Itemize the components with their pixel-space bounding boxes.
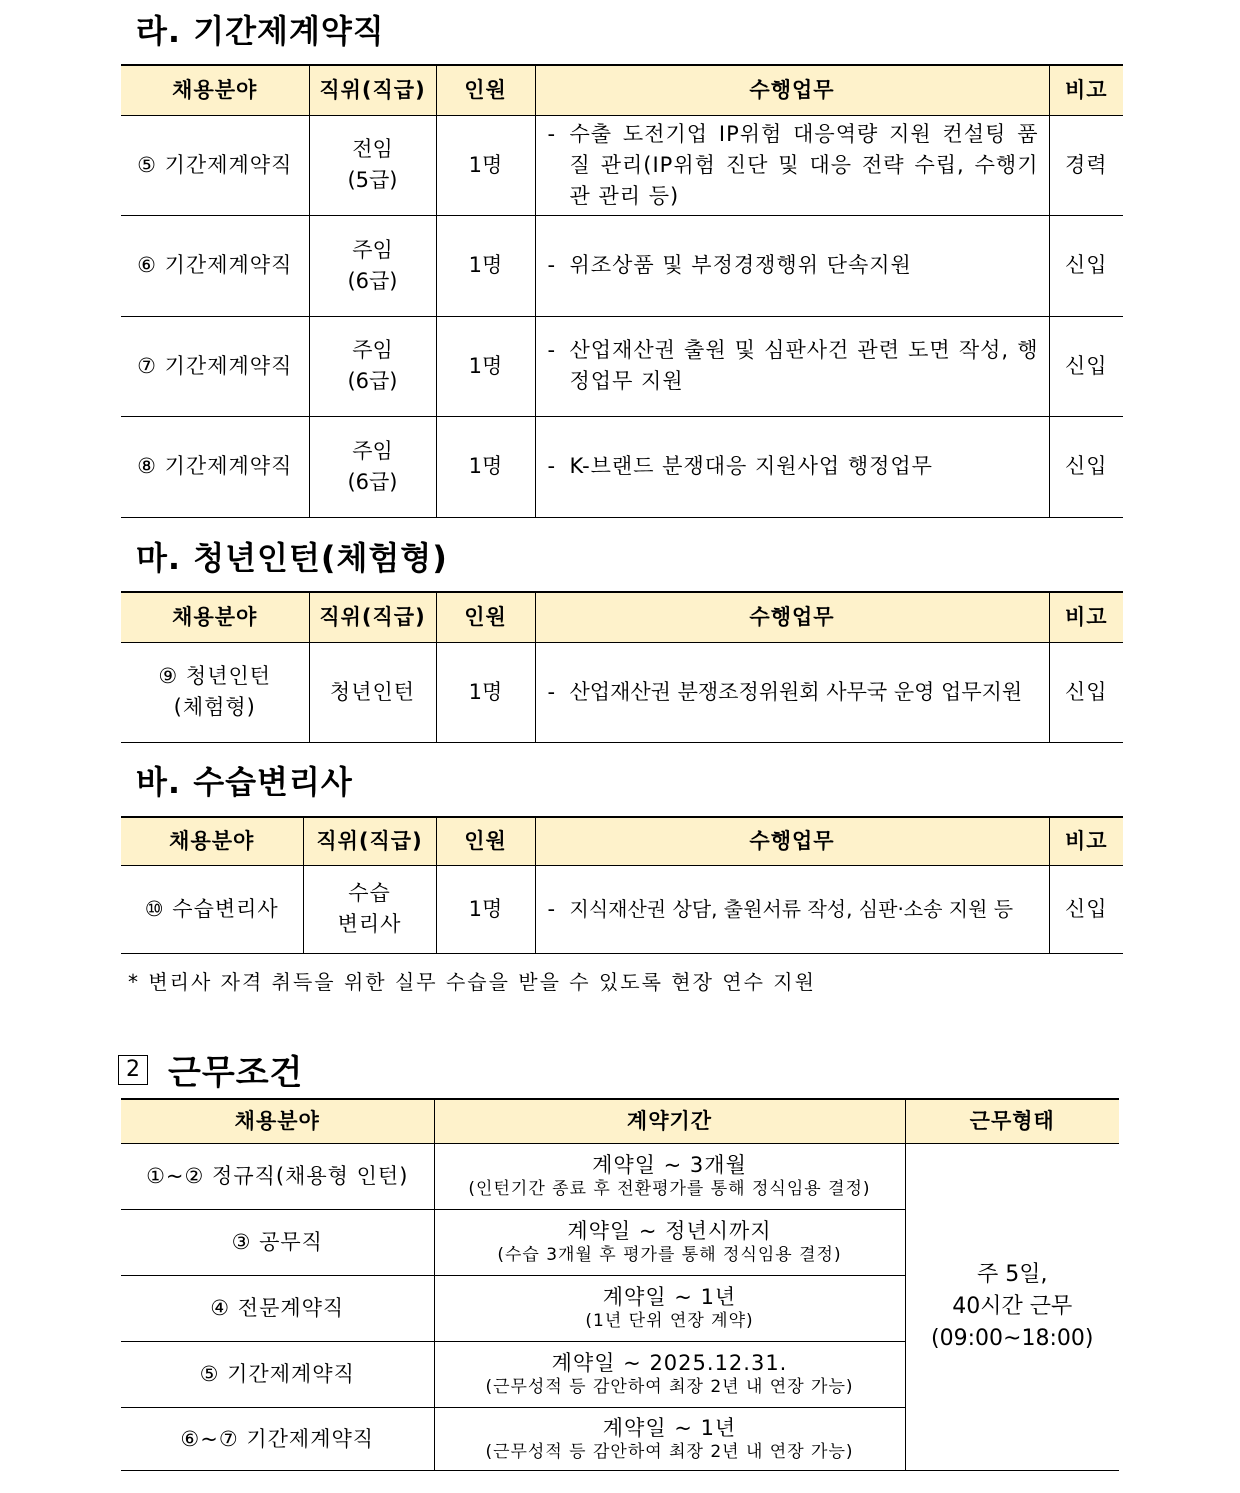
cell-position: 청년인턴 — [309, 642, 436, 742]
table-work-conditions — [121, 1098, 1119, 1471]
period-detail: (수습 3개월 후 평가를 통해 정식임용 결정) — [497, 1245, 842, 1265]
cell-note: 신입 — [1049, 215, 1123, 316]
task-dash: - — [547, 454, 556, 478]
position-grade: (5급) — [347, 168, 398, 192]
cell-task — [535, 642, 1049, 742]
period-main: 계약일 ~ 3개월 — [592, 1153, 747, 1177]
table-row — [121, 1143, 1119, 1209]
cell-field: ⑩ 수습변리사 — [121, 865, 303, 953]
period-main: 계약일 ~ 1년 — [602, 1415, 737, 1440]
table-trainee-patent-attorney — [121, 816, 1123, 954]
cell-position — [303, 865, 436, 953]
period-detail: (근무성적 등 감안하여 최장 2년 내 연장 가능) — [485, 1377, 854, 1397]
position-grade: (6급) — [347, 469, 398, 494]
task-dash: - — [547, 896, 556, 921]
header-period: 계약기간 — [434, 1099, 905, 1143]
header-position: 직위(직급) — [309, 592, 436, 642]
header-field: 채용분야 — [121, 817, 303, 865]
header-note: 비고 — [1049, 592, 1123, 642]
header-count: 인원 — [436, 817, 535, 865]
task-dash: - — [547, 338, 556, 362]
position-grade: (6급) — [347, 268, 398, 293]
cell-note: 경력 — [1049, 115, 1123, 215]
header-position: 직위(직급) — [303, 817, 436, 865]
header-note: 비고 — [1049, 65, 1123, 115]
header-note: 비고 — [1049, 817, 1123, 865]
cell-position — [309, 416, 436, 517]
section-number-box: 2 — [118, 1055, 148, 1085]
task-text: 수출 도전기업 IP위험 대응역량 지원 컨설팅 품질 관리(IP위험 진단 및 대응 전략 수립, 수행기관 관리 등) — [569, 121, 1039, 208]
cell-count: 1명 — [436, 865, 535, 953]
table-row — [121, 316, 1123, 416]
cell-field — [121, 642, 309, 742]
cell-count: 1명 — [436, 416, 535, 517]
task-dash: - — [547, 121, 556, 146]
work-type-hours: (09:00~18:00) — [931, 1325, 1094, 1351]
header-task: 수행업무 — [535, 592, 1049, 642]
cell-period — [434, 1143, 905, 1209]
cell-period — [434, 1275, 905, 1341]
period-detail: (인턴기간 종료 후 전환평가를 통해 정식임용 결정) — [468, 1179, 871, 1199]
task-text: K-브랜드 분쟁대응 지원사업 행정업무 — [569, 454, 933, 478]
cell-field: ③ 공무직 — [121, 1209, 434, 1275]
cell-period — [434, 1407, 905, 1470]
section-title: 근무조건 — [168, 1053, 304, 1093]
header-field: 채용분야 — [121, 1099, 434, 1143]
cell-task — [535, 115, 1049, 215]
cell-count: 1명 — [436, 642, 535, 742]
position-grade: 변리사 — [337, 912, 402, 936]
cell-note: 신입 — [1049, 316, 1123, 416]
section-heading-ba: 바. 수습변리사 — [136, 763, 353, 801]
section-heading-conditions — [118, 1045, 303, 1094]
cell-work-type — [905, 1143, 1119, 1470]
task-text: 위조상품 및 부정경쟁행위 단속지원 — [569, 253, 912, 277]
cell-field: ⑦ 기간제계약직 — [121, 316, 309, 416]
header-count: 인원 — [436, 592, 535, 642]
field-type: (체험형) — [173, 695, 256, 719]
header-field: 채용분야 — [121, 65, 309, 115]
period-main: 계약일 ~ 정년시까지 — [567, 1219, 772, 1243]
cell-field: ⑥ 기간제계약직 — [121, 215, 309, 316]
period-main: 계약일 ~ 2025.12.31. — [551, 1351, 788, 1375]
table-row — [121, 115, 1123, 215]
cell-field: ⑤ 기간제계약직 — [121, 115, 309, 215]
cell-count: 1명 — [436, 316, 535, 416]
header-field: 채용분야 — [121, 592, 309, 642]
cell-note: 신입 — [1049, 865, 1123, 953]
table-fixed-term — [121, 64, 1123, 518]
header-task: 수행업무 — [535, 65, 1049, 115]
cell-count: 1명 — [436, 215, 535, 316]
work-type-line: 주 5일, — [977, 1261, 1048, 1287]
position-grade: (6급) — [347, 369, 398, 393]
section-heading-ma: 마. 청년인턴(체험형) — [136, 539, 448, 577]
task-text: 산업재산권 출원 및 심판사건 관련 도면 작성, 행정업무 지원 — [569, 338, 1039, 393]
task-text: 지식재산권 상담, 출원서류 작성, 심판·소송 지원 등 — [569, 896, 1014, 921]
period-detail: (1년 단위 연장 계약) — [585, 1311, 754, 1331]
field-name: ⑨ 청년인턴 — [158, 664, 272, 688]
cell-count: 1명 — [436, 115, 535, 215]
footnote: * 변리사 자격 취득을 위한 실무 수습을 받을 수 있도록 현장 연수 지원 — [128, 970, 816, 994]
cell-period — [434, 1209, 905, 1275]
cell-field: ④ 전문계약직 — [121, 1275, 434, 1341]
table-row — [121, 642, 1123, 742]
table-youth-intern — [121, 591, 1123, 743]
cell-note: 신입 — [1049, 642, 1123, 742]
table-row — [121, 865, 1123, 953]
position-title: 주임 — [352, 438, 393, 463]
position-title: 수습 — [348, 881, 391, 905]
period-detail: (근무성적 등 감안하여 최장 2년 내 연장 가능) — [485, 1441, 854, 1462]
position-title: 전임 — [352, 137, 393, 161]
cell-position — [309, 215, 436, 316]
section-heading-ra: 라. 기간제계약직 — [136, 12, 385, 50]
cell-note: 신입 — [1049, 416, 1123, 517]
header-position: 직위(직급) — [309, 65, 436, 115]
cell-position — [309, 115, 436, 215]
position-title: 주임 — [352, 338, 393, 362]
cell-task — [535, 316, 1049, 416]
cell-task — [535, 416, 1049, 517]
work-type-line: 40시간 근무 — [952, 1293, 1073, 1319]
cell-task — [535, 865, 1049, 953]
header-task: 수행업무 — [535, 817, 1049, 865]
period-main: 계약일 ~ 1년 — [602, 1285, 737, 1309]
cell-period — [434, 1341, 905, 1407]
cell-field: ①~② 정규직(채용형 인턴) — [121, 1143, 434, 1209]
position-title: 주임 — [352, 237, 393, 262]
table-row — [121, 215, 1123, 316]
header-work-type: 근무형태 — [905, 1099, 1119, 1143]
cell-task — [535, 215, 1049, 316]
task-dash: - — [547, 679, 556, 704]
task-dash: - — [547, 253, 556, 277]
task-text: 산업재산권 분쟁조정위원회 사무국 운영 업무지원 — [569, 679, 1023, 704]
cell-field: ⑧ 기간제계약직 — [121, 416, 309, 517]
cell-position — [309, 316, 436, 416]
cell-field: ⑥~⑦ 기간제계약직 — [121, 1407, 434, 1470]
cell-field: ⑤ 기간제계약직 — [121, 1341, 434, 1407]
header-count: 인원 — [436, 65, 535, 115]
table-row — [121, 416, 1123, 517]
